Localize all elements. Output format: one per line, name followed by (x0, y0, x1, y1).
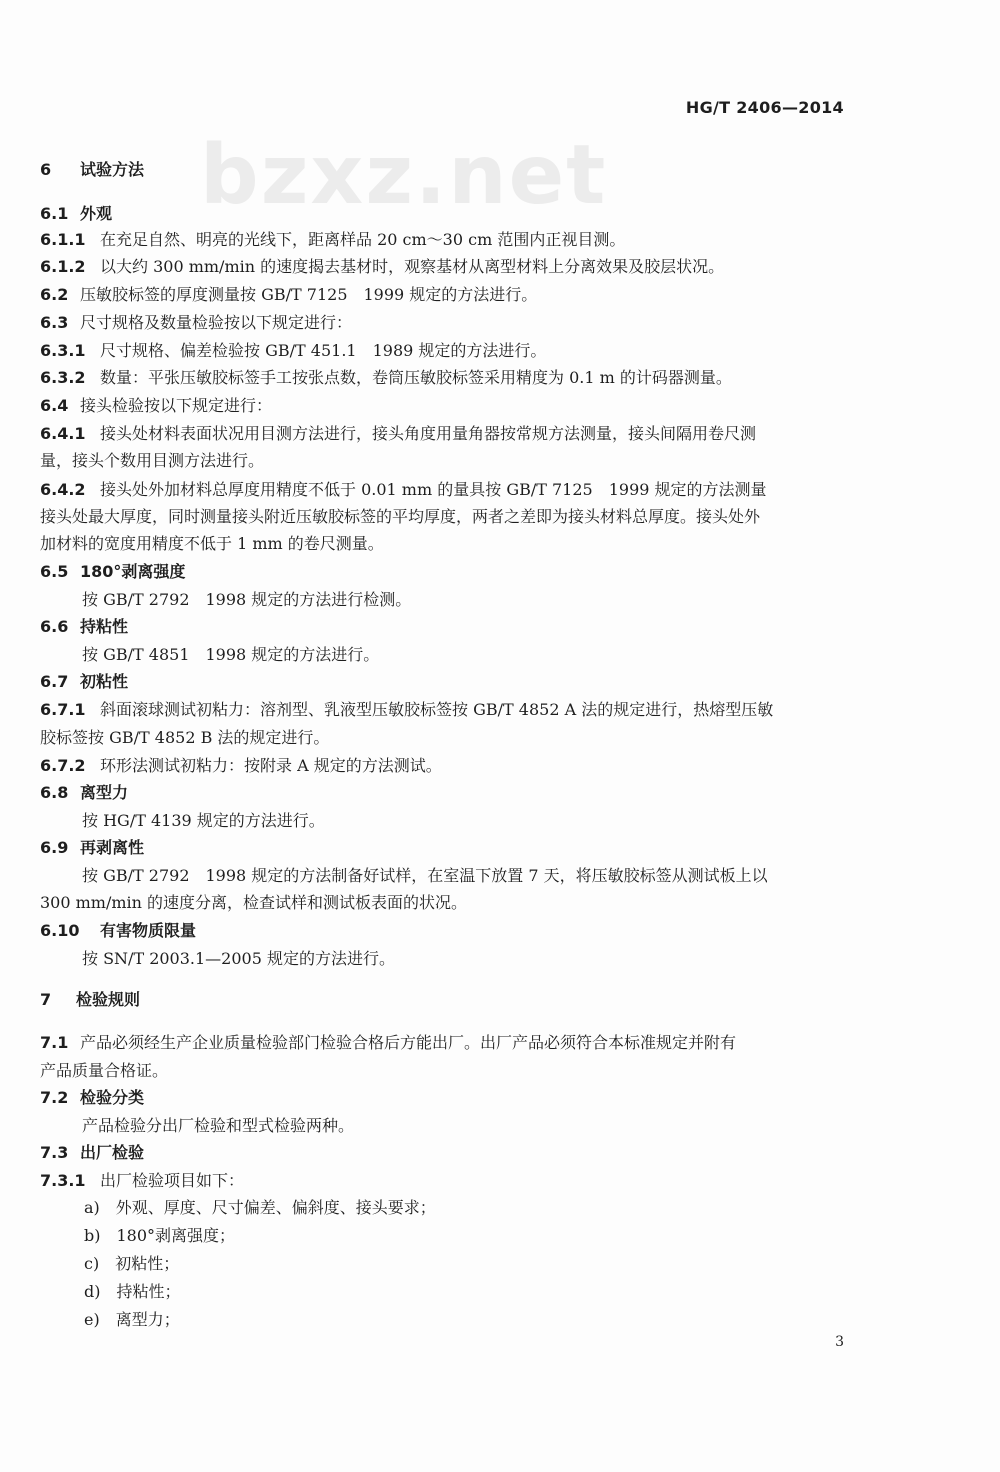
clause-number: 6.4 (40, 396, 69, 415)
page-number: 3 (835, 1334, 844, 1350)
clause-text: 离型力 (80, 783, 129, 802)
list-item (84, 1226, 235, 1246)
clause-line (40, 756, 442, 776)
clause-number: 7 (40, 990, 52, 1009)
clause-continuation (40, 507, 760, 527)
clause-number: 6.2 (40, 285, 69, 304)
clause-text: 产品检验分出厂检验和型式检验两种。 (82, 1116, 355, 1135)
clause-text: 出厂检验项目如下： (100, 1171, 245, 1190)
clause-number: 6.8 (40, 783, 69, 802)
list-item (84, 1254, 179, 1274)
clause-paragraph (82, 866, 768, 886)
clause-number: 6.6 (40, 617, 69, 636)
clause-text: 接头处外加材料总厚度用精度不低于 0.01 mm 的量具按 GB/T 7125 1999 规定的方法测量 (100, 480, 767, 499)
clause-number: 6.3.2 (40, 368, 86, 387)
clause-heading (40, 204, 112, 224)
clause-number: 6.5 (40, 562, 69, 581)
clause-line (40, 424, 756, 444)
clause-line (40, 341, 546, 361)
clause-line (40, 368, 732, 388)
clause-text: 接头处材料表面状况用目测方法进行，接头角度用量角器按常规方法测量，接头间隔用卷尺测 (100, 424, 757, 443)
clause-text: 加材料的宽度用精度不低于 1 mm 的卷尺测量。 (40, 534, 384, 553)
clause-text: 初粘性 (80, 672, 129, 691)
clause-paragraph (82, 811, 325, 831)
standard-code: HG/T 2406—2014 (685, 98, 844, 117)
clause-text: 按 GB/T 2792 1998 规定的方法进行检测。 (82, 590, 412, 609)
clause-number: 6.1 (40, 204, 69, 223)
clause-text: 量，接头个数用目测方法进行。 (40, 451, 265, 470)
clause-number: 6.7.1 (40, 700, 86, 719)
clause-number: 6.9 (40, 838, 69, 857)
clause-text: 斜面滚球测试初粘力：溶剂型、乳液型压敏胶标签按 GB/T 4852 A 法的规定进行，热熔型压敏 (100, 700, 774, 719)
clause-line (40, 700, 773, 720)
clause-text: 产品质量合格证。 (40, 1061, 169, 1080)
clause-number: 7.2 (40, 1088, 69, 1107)
clause-heading (40, 838, 144, 858)
clause-text: 尺寸规格及数量检验按以下规定进行： (80, 313, 353, 332)
clause-text: 外观 (80, 204, 113, 223)
clause-number: 7.1 (40, 1033, 69, 1052)
list-item (84, 1310, 180, 1330)
list-item-text: e) 离型力； (84, 1310, 180, 1329)
clause-line (40, 1171, 244, 1191)
clause-continuation (40, 451, 264, 471)
watermark: bzxz.net (200, 128, 608, 223)
clause-text: 检验分类 (80, 1088, 145, 1107)
clause-paragraph (82, 645, 379, 665)
clause-text: 以大约 300 mm/min 的速度揭去基材时，观察基材从离型材料上分离效果及胶层状况。 (100, 257, 725, 276)
clause-text: 持粘性 (80, 617, 129, 636)
clause-text: 在充足自然、明亮的光线下，距离样品 20 cm～30 cm 范围内正视目测。 (100, 230, 626, 249)
clause-text: 按 SN/T 2003.1—2005 规定的方法进行。 (82, 949, 395, 968)
clause-number: 6.4.1 (40, 424, 86, 443)
clause-line (40, 285, 537, 305)
clause-heading (40, 1143, 144, 1163)
clause-number: 7.3 (40, 1143, 69, 1162)
clause-number: 6.3 (40, 313, 69, 332)
clause-text: 压敏胶标签的厚度测量按 GB/T 7125 1999 规定的方法进行。 (80, 285, 538, 304)
clause-paragraph (82, 949, 395, 969)
clause-number: 6.10 (40, 921, 80, 940)
clause-text: 胶标签按 GB/T 4852 B 法的规定进行。 (40, 728, 330, 747)
clause-text: 检验规则 (76, 990, 141, 1009)
clause-heading (40, 617, 128, 637)
clause-text: 按 HG/T 4139 规定的方法进行。 (82, 811, 325, 830)
clause-text: 出厂检验 (80, 1143, 145, 1162)
section-heading (40, 160, 144, 180)
clause-text: 数量：平张压敏胶标签手工按张点数，卷筒压敏胶标签采用精度为 0.1 m 的计码器测量。 (100, 368, 732, 387)
clause-continuation (40, 728, 329, 748)
clause-number: 6.7 (40, 672, 69, 691)
clause-line (40, 480, 767, 500)
clause-text: 尺寸规格、偏差检验按 GB/T 451.1 1989 规定的方法进行。 (100, 341, 547, 360)
list-item-text: a) 外观、厚度、尺寸偏差、偏斜度、接头要求； (84, 1198, 436, 1217)
clause-text: 300 mm/min 的速度分离，检查试样和测试板表面的状况。 (40, 893, 468, 912)
clause-text: 按 GB/T 4851 1998 规定的方法进行。 (82, 645, 380, 664)
clause-line (40, 313, 352, 333)
clause-number: 6.7.2 (40, 756, 86, 775)
clause-continuation (40, 534, 384, 554)
clause-line (40, 230, 625, 250)
clause-number: 6.4.2 (40, 480, 86, 499)
list-item-text: b) 180°剥离强度； (84, 1226, 236, 1245)
list-item-text: c) 初粘性； (84, 1254, 180, 1273)
clause-paragraph (82, 590, 411, 610)
list-item (84, 1198, 436, 1218)
clause-continuation (40, 893, 467, 913)
clause-heading (40, 783, 128, 803)
list-item (84, 1282, 181, 1302)
clause-number: 6.3.1 (40, 341, 86, 360)
clause-text: 有害物质限量 (100, 921, 197, 940)
clause-text: 产品必须经生产企业质量检验部门检验合格后方能出厂。出厂产品必须符合本标准规定并附有 (80, 1033, 737, 1052)
clause-text: 接头检验按以下规定进行： (80, 396, 273, 415)
clause-line (40, 1033, 736, 1053)
clause-text: 接头处最大厚度，同时测量接头附近压敏胶标签的平均厚度，两者之差即为接头材料总厚度。接头处外 (40, 507, 761, 526)
clause-paragraph (82, 1116, 354, 1136)
clause-line (40, 257, 724, 277)
clause-line (40, 396, 272, 416)
clause-text: 180°剥离强度 (80, 562, 186, 581)
clause-heading (40, 921, 196, 941)
clause-number: 7.3.1 (40, 1171, 86, 1190)
clause-text: 试验方法 (80, 160, 145, 179)
clause-text: 再剥离性 (80, 838, 145, 857)
clause-text: 按 GB/T 2792 1998 规定的方法制备好试样，在室温下放置 7 天，将压敏胶标签从测试板上以 (82, 866, 768, 885)
clause-heading (40, 1088, 144, 1108)
section-heading (40, 990, 140, 1010)
clause-number: 6 (40, 160, 52, 179)
clause-continuation (40, 1061, 168, 1081)
clause-number: 6.1.1 (40, 230, 86, 249)
clause-heading (40, 672, 128, 692)
list-item-text: d) 持粘性； (84, 1282, 181, 1301)
clause-heading (40, 562, 185, 582)
clause-text: 环形法测试初粘力：按附录 A 规定的方法测试。 (100, 756, 442, 775)
clause-number: 6.1.2 (40, 257, 86, 276)
